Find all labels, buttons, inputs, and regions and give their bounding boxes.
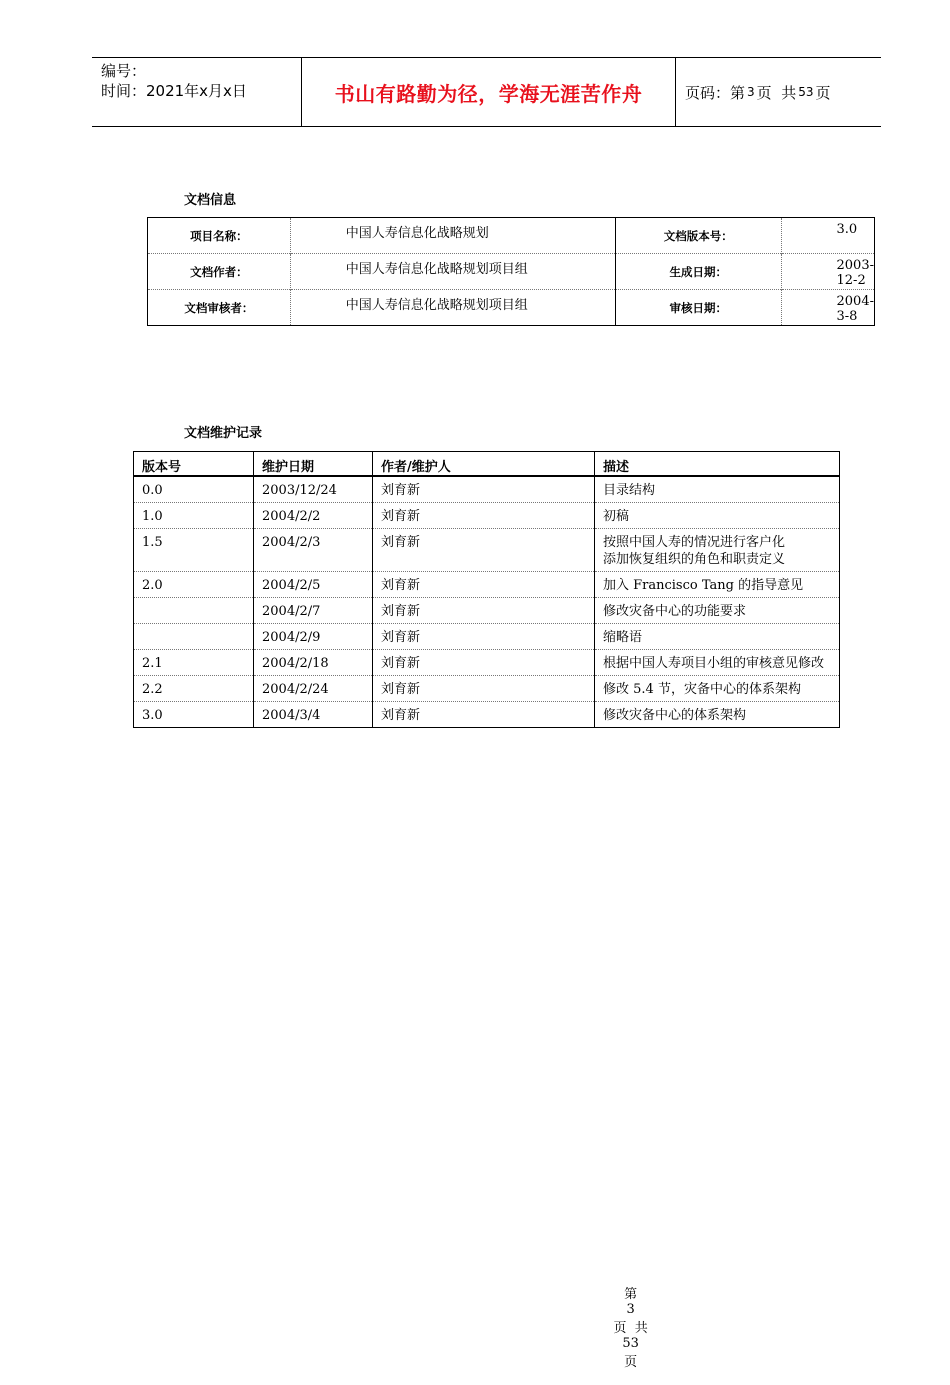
cell-desc: 修改 5.4 节，灾备中心的体系架构 bbox=[595, 676, 840, 702]
cell-version: 3.0 bbox=[134, 702, 254, 728]
maintenance-title: 文档维护记录 bbox=[184, 426, 263, 441]
cell-version: 0.0 bbox=[134, 476, 254, 503]
table-row bbox=[134, 572, 840, 598]
page-prefix: 页码：第 bbox=[685, 83, 746, 102]
doc-info-label: 文档作者： bbox=[148, 254, 291, 290]
cell-version: 2.2 bbox=[134, 676, 254, 702]
cell-author: 刘育新 bbox=[373, 598, 595, 624]
page-total: 53 bbox=[798, 85, 814, 99]
table-row bbox=[134, 702, 840, 728]
table-row bbox=[134, 598, 840, 624]
cell-desc: 修改灾备中心的体系架构 bbox=[595, 702, 840, 728]
header-meta bbox=[92, 58, 301, 126]
cell-date: 2004/2/24 bbox=[254, 676, 373, 702]
cell-version: 1.5 bbox=[134, 529, 254, 572]
cell-desc: 缩略语 bbox=[595, 624, 840, 650]
table-row bbox=[134, 476, 840, 503]
cell-desc: 目录结构 bbox=[603, 483, 656, 498]
col-header-author: 作者/维护人 bbox=[373, 452, 595, 477]
col-header-desc: 描述 bbox=[595, 452, 840, 477]
doc-info-value: 2003-12-2 bbox=[781, 254, 874, 290]
doc-info-value: 3.0 bbox=[836, 222, 858, 237]
doc-info-label: 文档版本号： bbox=[616, 218, 782, 254]
footer-mid: 页 共 bbox=[613, 1321, 648, 1336]
doc-info-label: 项目名称： bbox=[148, 218, 291, 254]
header-motto: 书山有路勤为径，学海无涯苦作舟 bbox=[301, 58, 676, 126]
cell-author: 刘育新 bbox=[373, 503, 595, 529]
cell-author: 刘育新 bbox=[373, 650, 595, 676]
doc-info-value: 中国人寿信息化战略规划项目组 bbox=[290, 290, 615, 326]
cell-date: 2004/2/7 bbox=[254, 598, 373, 624]
doc-info-title: 文档信息 bbox=[184, 193, 237, 208]
cell-author: 刘育新 bbox=[373, 476, 595, 503]
cell-desc: 修改灾备中心的功能要求 bbox=[595, 598, 840, 624]
table-row bbox=[134, 650, 840, 676]
doc-info-value: 中国人寿信息化战略规划项目组 bbox=[290, 254, 615, 290]
header-page-info bbox=[676, 58, 881, 126]
footer-current: 3 bbox=[626, 1302, 635, 1317]
cell-date: 2004/2/18 bbox=[254, 650, 373, 676]
cell-version bbox=[134, 598, 254, 624]
cell-version: 1.0 bbox=[134, 503, 254, 529]
cell-desc: 按照中国人寿的情况进行客户化 添加恢复组织的角色和职责定义 bbox=[595, 529, 840, 572]
col-header-version: 版本号 bbox=[134, 452, 254, 477]
doc-info-table bbox=[147, 217, 875, 326]
doc-info-row bbox=[148, 254, 875, 290]
cell-version: 2.0 bbox=[134, 572, 254, 598]
table-row bbox=[134, 529, 840, 572]
cell-date: 2004/2/9 bbox=[254, 624, 373, 650]
doc-info-row bbox=[148, 290, 875, 326]
cell-desc: 根据中国人寿项目小组的审核意见修改 bbox=[595, 650, 840, 676]
maintenance-header-row bbox=[134, 452, 840, 477]
cell-date: 2004/3/4 bbox=[254, 702, 373, 728]
doc-info-row bbox=[148, 218, 875, 254]
cell-author: 刘育新 bbox=[373, 702, 595, 728]
page-mid: 页 共 bbox=[756, 83, 797, 102]
cell-date: 2004/2/3 bbox=[254, 529, 373, 572]
cell-date: 2003/12/24 bbox=[254, 476, 373, 503]
doc-number-label: 编号： bbox=[101, 62, 147, 80]
footer-prefix: 第 bbox=[624, 1287, 638, 1302]
maintenance-table bbox=[133, 451, 840, 728]
page-current: 3 bbox=[747, 85, 755, 99]
doc-time-label: 时间：2021年x月x日 bbox=[101, 82, 247, 100]
doc-info-label: 文档审核者： bbox=[148, 290, 291, 326]
cell-desc: 加入 Francisco Tang 的指导意见 bbox=[595, 572, 840, 598]
doc-info-value: 中国人寿信息化战略规划 bbox=[290, 218, 615, 254]
doc-info-label: 生成日期： bbox=[616, 254, 782, 290]
doc-info-label: 审核日期： bbox=[616, 290, 782, 326]
cell-date: 2004/2/2 bbox=[254, 503, 373, 529]
table-row bbox=[134, 624, 840, 650]
table-row bbox=[134, 676, 840, 702]
footer-page-number bbox=[593, 1268, 652, 1385]
page-header bbox=[92, 57, 881, 127]
cell-version: 2.1 bbox=[134, 650, 254, 676]
page-suffix: 页 bbox=[815, 83, 831, 102]
col-header-date: 维护日期 bbox=[254, 452, 373, 477]
cell-version bbox=[134, 624, 254, 650]
footer-suffix: 页 bbox=[624, 1355, 638, 1370]
table-row bbox=[134, 503, 840, 529]
cell-author: 刘育新 bbox=[373, 572, 595, 598]
cell-desc: 初稿 bbox=[595, 503, 840, 529]
doc-info-value: 2004-3-8 bbox=[781, 290, 874, 326]
cell-date: 2004/2/5 bbox=[254, 572, 373, 598]
footer-total: 53 bbox=[622, 1336, 639, 1351]
cell-author: 刘育新 bbox=[373, 529, 595, 572]
cell-author: 刘育新 bbox=[373, 624, 595, 650]
cell-author: 刘育新 bbox=[373, 676, 595, 702]
